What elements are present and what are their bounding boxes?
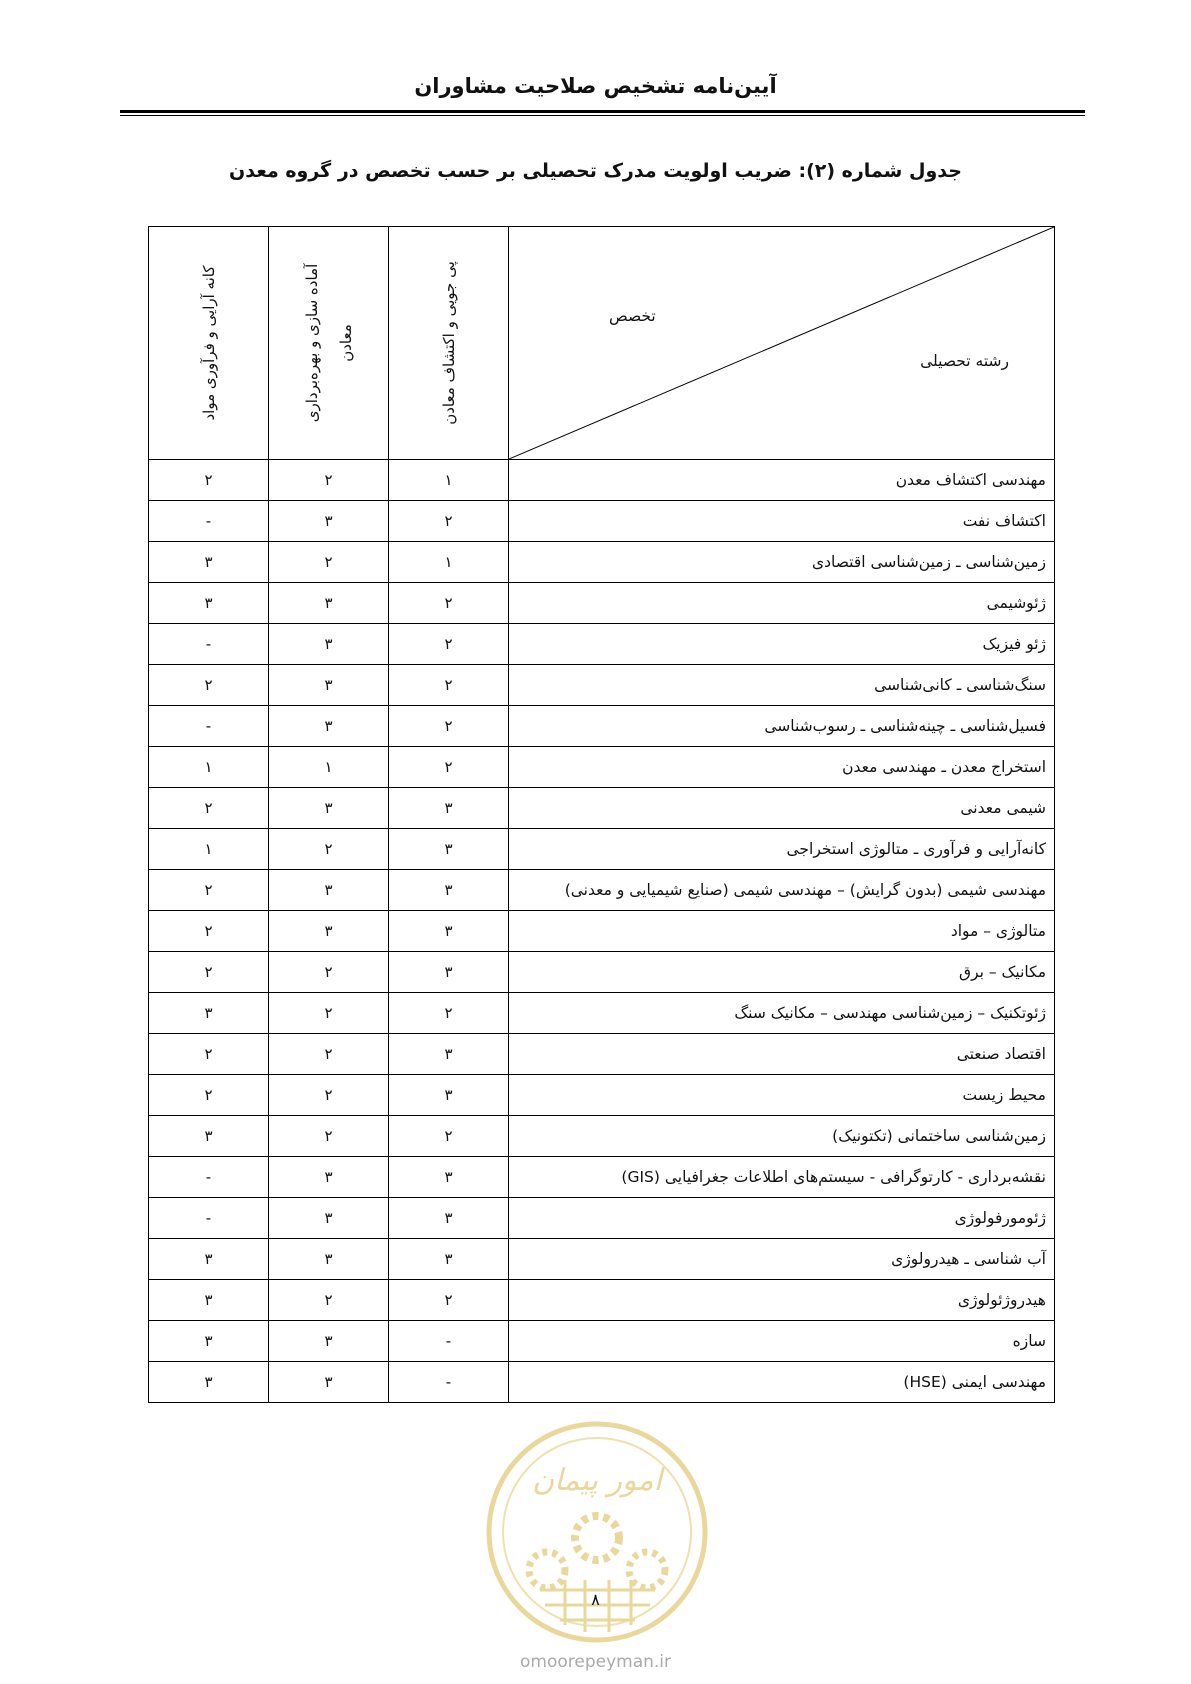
field-name: ژئوتکنیک – زمین‌شناسی مهندسی – مکانیک سنگ <box>509 993 1055 1034</box>
value-preparation: ۱ <box>269 747 389 788</box>
value-preparation: ۳ <box>269 911 389 952</box>
value-exploration: ۲ <box>389 747 509 788</box>
table-row <box>149 1239 1055 1280</box>
value-exploration: - <box>389 1362 509 1403</box>
value-preparation: ۳ <box>269 1198 389 1239</box>
table-row <box>149 1321 1055 1362</box>
value-processing: - <box>149 706 269 747</box>
table-row <box>149 870 1055 911</box>
value-preparation: ۲ <box>269 1116 389 1157</box>
value-processing: ۳ <box>149 1116 269 1157</box>
value-exploration: ۳ <box>389 870 509 911</box>
column-header-label: کانه آرایی و فرآوری مواد <box>199 265 218 421</box>
table-header-row <box>149 227 1055 460</box>
field-name: مهندسی شیمی (بدون گرایش) – مهندسی شیمی (صنایع شیمیایی و معدنی) <box>509 870 1055 911</box>
field-name: محیط زیست <box>509 1075 1055 1116</box>
value-processing: ۳ <box>149 1321 269 1362</box>
table-body <box>149 227 1055 1403</box>
field-name: آب شناسی ـ هیدرولوژی <box>509 1239 1055 1280</box>
value-processing: ۲ <box>149 665 269 706</box>
value-preparation: ۲ <box>269 1075 389 1116</box>
value-processing: ۳ <box>149 993 269 1034</box>
page-header-title: آیین‌نامه تشخیص صلاحیت مشاوران <box>414 74 777 98</box>
field-name: ژئومورفولوژی <box>509 1198 1055 1239</box>
value-processing: ۲ <box>149 460 269 501</box>
column-header-label: آماده سازی و بهره‌برداری معادن <box>302 263 355 423</box>
value-exploration: ۲ <box>389 993 509 1034</box>
column-header-processing <box>149 227 269 460</box>
value-preparation: ۳ <box>269 1321 389 1362</box>
value-processing: ۲ <box>149 870 269 911</box>
field-name: هیدروژئولوژی <box>509 1280 1055 1321</box>
table-row <box>149 993 1055 1034</box>
value-processing: ۲ <box>149 788 269 829</box>
value-exploration: ۲ <box>389 501 509 542</box>
value-preparation: ۲ <box>269 1034 389 1075</box>
table-row <box>149 911 1055 952</box>
field-name: مهندسی ایمنی (HSE) <box>509 1362 1055 1403</box>
table-row <box>149 952 1055 993</box>
value-preparation: ۳ <box>269 665 389 706</box>
table-row <box>149 624 1055 665</box>
value-preparation: ۳ <box>269 706 389 747</box>
value-preparation: ۳ <box>269 788 389 829</box>
value-exploration: ۲ <box>389 706 509 747</box>
value-processing: ۳ <box>149 583 269 624</box>
field-name: شیمی معدنی <box>509 788 1055 829</box>
value-preparation: ۲ <box>269 1280 389 1321</box>
diagonal-divider <box>509 227 1054 459</box>
table-row <box>149 542 1055 583</box>
svg-text:امور پیمان: امور پیمان <box>532 1463 662 1498</box>
corner-label-specialty: تخصص <box>609 307 656 325</box>
value-processing: - <box>149 501 269 542</box>
value-exploration: ۲ <box>389 1116 509 1157</box>
column-header-preparation <box>269 227 389 460</box>
corner-header-cell <box>509 227 1055 460</box>
value-exploration: ۲ <box>389 665 509 706</box>
value-exploration: ۳ <box>389 1198 509 1239</box>
field-name: نقشه‌برداری - کارتوگرافی - سیستم‌های اطلاعات جغرافیایی (GIS) <box>509 1157 1055 1198</box>
value-exploration: ۳ <box>389 1075 509 1116</box>
field-name: ژئوشیمی <box>509 583 1055 624</box>
value-preparation: ۲ <box>269 460 389 501</box>
value-processing: ۲ <box>149 1034 269 1075</box>
table-row <box>149 829 1055 870</box>
column-header-label: پی جویی و اکتشاف معادن <box>439 261 458 425</box>
field-name: ژئو فیزیک <box>509 624 1055 665</box>
value-processing: ۲ <box>149 952 269 993</box>
value-preparation: ۳ <box>269 1239 389 1280</box>
value-exploration: ۳ <box>389 1034 509 1075</box>
field-name: استخراج معدن ـ مهندسی معدن <box>509 747 1055 788</box>
table-row <box>149 665 1055 706</box>
value-exploration: ۲ <box>389 624 509 665</box>
value-processing: ۳ <box>149 542 269 583</box>
value-processing: ۱ <box>149 747 269 788</box>
value-processing: ۱ <box>149 829 269 870</box>
column-header-exploration <box>389 227 509 460</box>
value-preparation: ۳ <box>269 624 389 665</box>
field-name: اکتشاف نفت <box>509 501 1055 542</box>
value-exploration: - <box>389 1321 509 1362</box>
value-preparation: ۳ <box>269 501 389 542</box>
field-name: زمین‌شناسی ساختمانی (تکتونیک) <box>509 1116 1055 1157</box>
table-row <box>149 460 1055 501</box>
table-row <box>149 1034 1055 1075</box>
value-preparation: ۲ <box>269 542 389 583</box>
field-name: متالوژی – مواد <box>509 911 1055 952</box>
value-processing: ۲ <box>149 1075 269 1116</box>
value-exploration: ۳ <box>389 911 509 952</box>
value-exploration: ۲ <box>389 1280 509 1321</box>
value-preparation: ۳ <box>269 583 389 624</box>
table-caption: جدول شماره (۲): ضریب اولویت مدرک تحصیلی بر حسب تخصص در گروه معدن <box>229 160 962 182</box>
value-preparation: ۳ <box>269 870 389 911</box>
table-row <box>149 1157 1055 1198</box>
value-processing: ۳ <box>149 1362 269 1403</box>
table-row <box>149 1198 1055 1239</box>
value-exploration: ۳ <box>389 1239 509 1280</box>
value-preparation: ۲ <box>269 993 389 1034</box>
priority-table <box>148 226 1055 1403</box>
table-row <box>149 1362 1055 1403</box>
field-name: سنگ‌شناسی ـ کانی‌شناسی <box>509 665 1055 706</box>
value-exploration: ۲ <box>389 583 509 624</box>
site-watermark: omoorepeyman.ir <box>519 1652 672 1672</box>
table-row <box>149 1075 1055 1116</box>
field-name: سازه <box>509 1321 1055 1362</box>
seal-watermark <box>485 1420 709 1644</box>
table-row <box>149 788 1055 829</box>
field-name: کانه‌آرایی و فرآوری ـ متالوژی استخراجی <box>509 829 1055 870</box>
value-processing: ۳ <box>149 1239 269 1280</box>
value-preparation: ۳ <box>269 1362 389 1403</box>
value-preparation: ۲ <box>269 952 389 993</box>
value-preparation: ۳ <box>269 1157 389 1198</box>
value-exploration: ۳ <box>389 829 509 870</box>
field-name: زمین‌شناسی ـ زمین‌شناسی اقتصادی <box>509 542 1055 583</box>
header-rule <box>120 110 1085 113</box>
page-number: ۸ <box>591 1590 600 1609</box>
value-exploration: ۳ <box>389 788 509 829</box>
value-exploration: ۱ <box>389 460 509 501</box>
value-exploration: ۳ <box>389 1157 509 1198</box>
table-row <box>149 501 1055 542</box>
value-processing: - <box>149 1198 269 1239</box>
table-row <box>149 706 1055 747</box>
corner-label-field: رشته تحصیلی <box>920 352 1009 370</box>
table-row <box>149 1116 1055 1157</box>
field-name: فسیل‌شناسی ـ چینه‌شناسی ـ رسوب‌شناسی <box>509 706 1055 747</box>
field-name: مهندسی اکتشاف معدن <box>509 460 1055 501</box>
table-row <box>149 747 1055 788</box>
value-exploration: ۳ <box>389 952 509 993</box>
table-row <box>149 583 1055 624</box>
value-processing: - <box>149 624 269 665</box>
header-rule-thin <box>120 115 1085 116</box>
value-processing: ۳ <box>149 1280 269 1321</box>
table-row <box>149 1280 1055 1321</box>
value-exploration: ۱ <box>389 542 509 583</box>
field-name: اقتصاد صنعتی <box>509 1034 1055 1075</box>
value-preparation: ۲ <box>269 829 389 870</box>
field-name: مکانیک – برق <box>509 952 1055 993</box>
value-processing: - <box>149 1157 269 1198</box>
value-processing: ۲ <box>149 911 269 952</box>
